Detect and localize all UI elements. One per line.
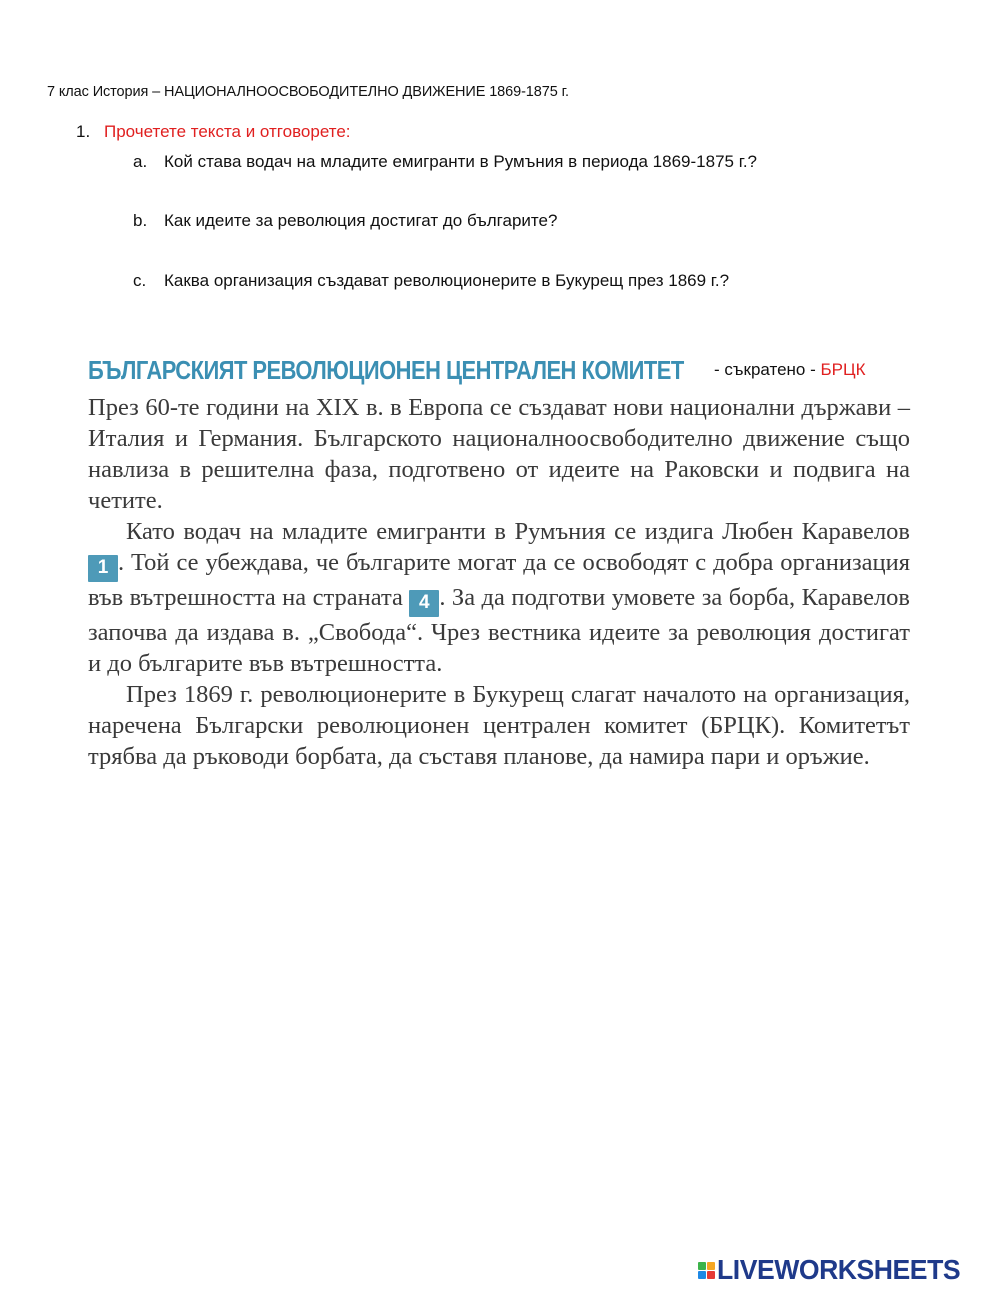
question-text: Как идеите за революция достигат до българите? bbox=[164, 211, 558, 230]
logo-square bbox=[707, 1271, 715, 1279]
task-number: 1. bbox=[76, 122, 91, 141]
task-heading bbox=[76, 122, 351, 142]
question-letter: a. bbox=[133, 152, 148, 171]
question-a bbox=[133, 152, 757, 172]
logo-square bbox=[698, 1271, 706, 1279]
image-ref-badge-1: 1 bbox=[88, 555, 118, 582]
abbreviation: БРЦК bbox=[820, 360, 866, 379]
question-b bbox=[133, 211, 557, 231]
question-text: Каква организация създават революционерите в Букурещ през 1869 г.? bbox=[164, 271, 730, 290]
paragraph-2-part-3: . За да подготви умовете за борба, Каравелов започва да издава в. „Свобода“. Чрез вестника идеите за революция достигат и до българите във вътрешността. bbox=[88, 584, 910, 677]
question-c bbox=[133, 271, 729, 291]
logo-square bbox=[698, 1262, 706, 1270]
logo-square bbox=[707, 1262, 715, 1270]
logo-text: LIVEWORKSHEETS bbox=[717, 1254, 961, 1285]
question-letter: b. bbox=[133, 211, 148, 230]
abbreviation-prefix: - съкратено - bbox=[714, 360, 816, 379]
section-title: БЪЛГАРСКИЯТ РЕВОЛЮЦИОНЕН ЦЕНТРАЛЕН КОМИТЕТ bbox=[88, 357, 684, 385]
paragraph-3: През 1869 г. революционерите в Букурещ слагат началото на организация, наречена Български революционен централен комитет (БРЦК). Комитетът трябва да ръководи борбата, да съставя планове, да намира пари и оръжие. bbox=[88, 681, 910, 770]
worksheet-header: 7 клас История – НАЦИОНАЛНООСВОБОДИТЕЛНО ДВИЖЕНИЕ 1869-1875 г. bbox=[47, 84, 569, 100]
image-ref-badge-4: 4 bbox=[409, 590, 439, 617]
question-letter: c. bbox=[133, 271, 147, 290]
liveworksheets-logo bbox=[698, 1254, 973, 1286]
paragraph-2 bbox=[88, 516, 910, 679]
abbreviation-note bbox=[714, 360, 865, 380]
task-instruction: Прочетете текста и отговорете: bbox=[104, 122, 351, 141]
logo-mark-icon bbox=[698, 1262, 715, 1279]
question-text: Кой става водач на младите емигранти в Румъния в периода 1869-1875 г.? bbox=[164, 152, 757, 171]
paragraph-1: През 60-те години на XIX в. в Европа се създават нови национални държави – Италия и Германия. Българското националноосвободително движение също навлиза в решителна фаза, подготвено от идеите на Раковски и подвига на четите. bbox=[88, 394, 910, 514]
paragraph-2-part-2: . Той се убеждава, че българите могат да се освободят с добра организация във вътрешността на страната bbox=[88, 549, 910, 611]
paragraph-2-part-1: Като водач на младите емигранти в Румъния се издига Любен Каравелов bbox=[126, 518, 910, 545]
reading-text bbox=[88, 392, 910, 772]
